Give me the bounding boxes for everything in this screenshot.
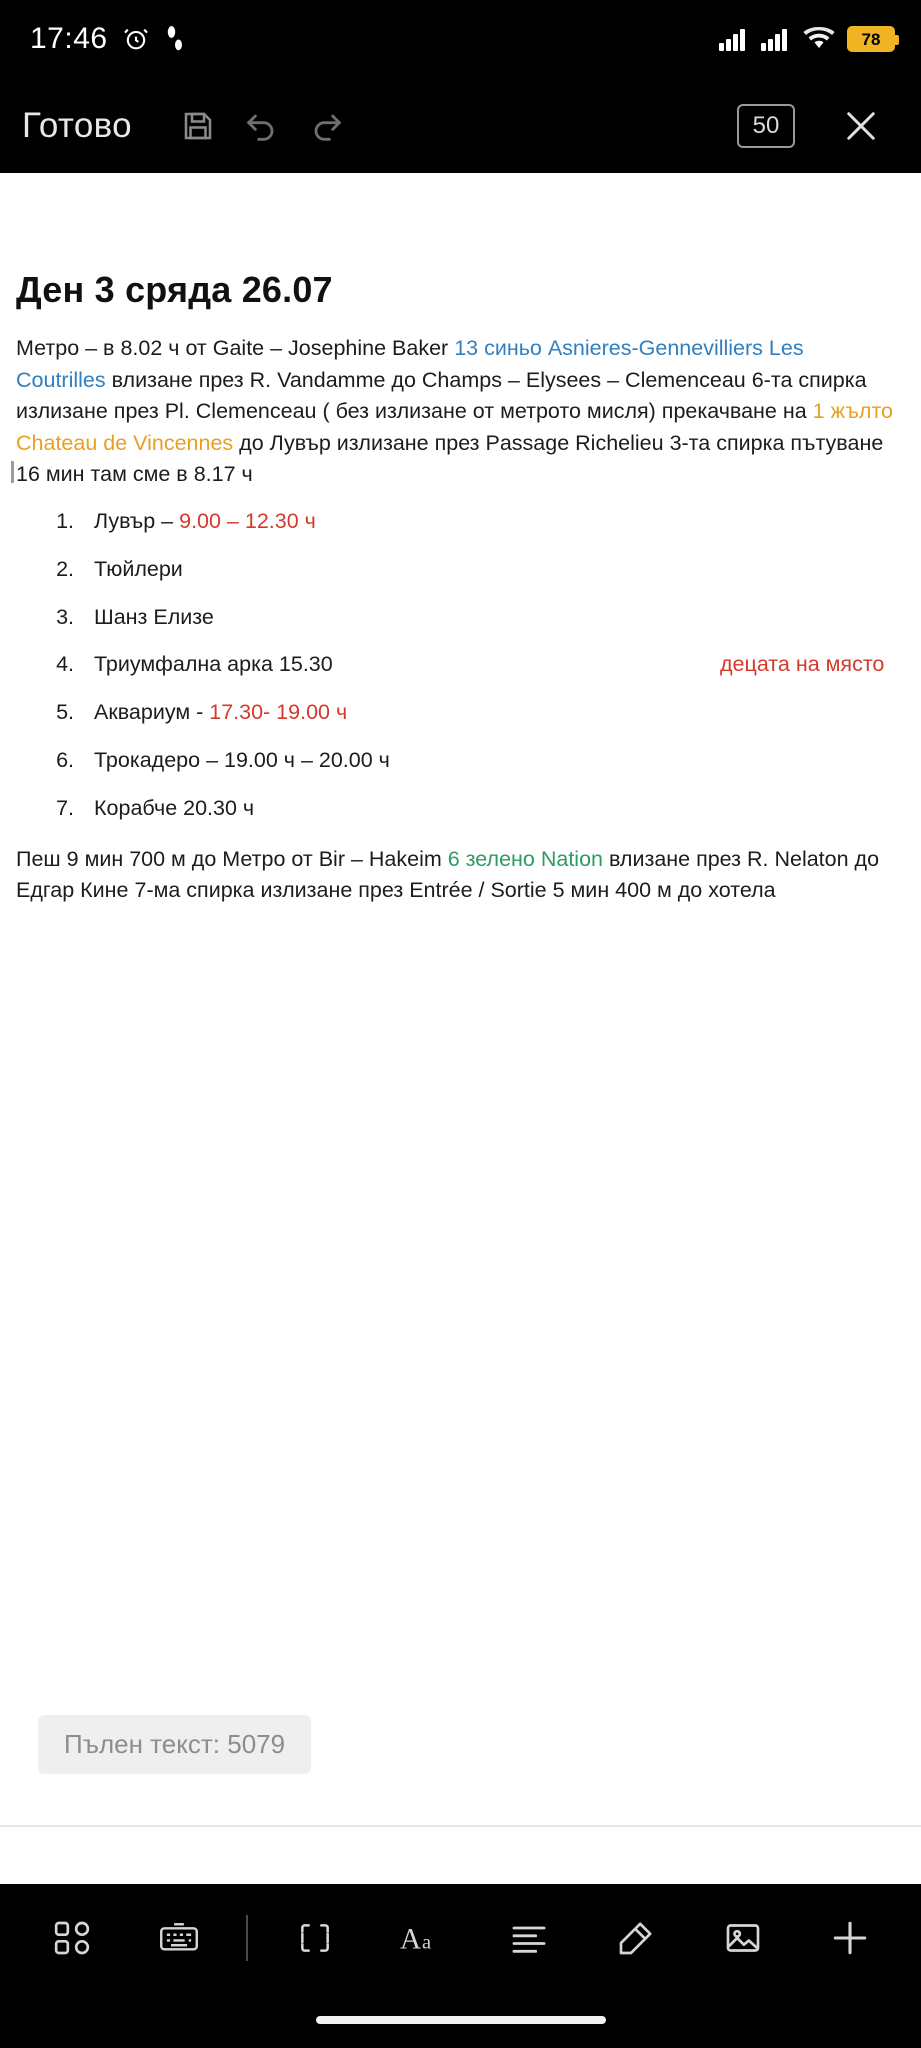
signal-icon (719, 27, 749, 51)
document-bottom-divider (0, 1825, 921, 1827)
list-item-note: децата на място (720, 652, 885, 677)
paragraph-metro-route (16, 333, 899, 491)
keyboard-icon[interactable] (139, 1898, 219, 1978)
home-indicator[interactable] (316, 2016, 606, 2024)
status-bar (0, 0, 921, 78)
para1-seg-2: влизане през R. Vandamme до Champs – Elysees – Clemenceau 6-та спирка излизане през Pl. Clemenceau ( без излизане от метрото мисля) прекачване на (16, 367, 867, 424)
status-bar-left (30, 22, 186, 56)
page-frame-icon[interactable] (275, 1898, 355, 1978)
image-icon[interactable] (703, 1898, 783, 1978)
list-item-label: Трокадеро – 19.00 ч – 20.00 ч (94, 747, 390, 772)
list-item (80, 605, 899, 631)
highlighter-icon[interactable] (596, 1898, 676, 1978)
redo-icon[interactable] (294, 94, 358, 158)
list-item (80, 509, 899, 535)
svg-text:a: a (421, 1931, 431, 1954)
status-time: 17:46 (30, 22, 108, 55)
blocks-icon[interactable] (32, 1898, 112, 1978)
para1-seg-0: Метро – в 8.02 ч от Gaite – Josephine Baker (16, 336, 455, 360)
align-lines-icon[interactable] (489, 1898, 569, 1978)
para1-seg-3: 1 жълто Chateau de Vincennes (16, 399, 894, 455)
plus-icon[interactable] (810, 1898, 890, 1978)
list-item (80, 748, 899, 774)
full-text-badge[interactable]: Пълен текст: 5079 (38, 1715, 311, 1774)
list-item-label: Корабче 20.30 ч (94, 795, 255, 820)
list-item-value: 17.30- 19.00 ч (209, 700, 348, 725)
list-item-label: Тюйлери (94, 556, 183, 581)
character-count-badge[interactable]: 50 (737, 104, 795, 148)
document-content[interactable] (0, 173, 921, 907)
list-item-label: Лувър – (94, 508, 180, 533)
signal-icon (761, 27, 791, 51)
list-item (80, 700, 899, 726)
list-item-label: Шанз Елизе (94, 604, 214, 629)
list-item-label: Триумфална арка 15.30 (94, 652, 333, 677)
close-icon[interactable] (829, 94, 893, 158)
alarm-icon (122, 25, 150, 53)
status-bar-right (719, 26, 895, 52)
itinerary-list (14, 509, 899, 822)
system-navigation-bar (0, 1992, 921, 2048)
para1-seg-4: до Лувър излизане през Passage Richelieu 3-та спирка пътуване 16 мин там сме в 8.17 ч (16, 430, 884, 487)
list-item (80, 796, 899, 822)
bottom-toolbar (0, 1884, 921, 1992)
para2-seg-0: Пеш 9 мин 700 м до Метро от Bir – Hakeim (16, 846, 448, 871)
save-icon[interactable] (166, 94, 230, 158)
font-size-icon[interactable] (382, 1898, 462, 1978)
para1-seg-1: 13 синьо Asnieres-Gennevilliers Les Coutrilles (16, 336, 804, 392)
list-item (80, 652, 899, 678)
para2-seg-2: влизане през R. Nelaton до Едгар Кине 7-ма спирка излизане през Entrée / Sortie 5 мин 400 м до хотела (16, 846, 880, 903)
battery-indicator (847, 26, 895, 52)
editor-toolbar (0, 78, 921, 173)
undo-icon[interactable] (230, 94, 294, 158)
toolbar-divider (246, 1915, 248, 1961)
list-item (80, 557, 899, 583)
list-item-label: Аквариум - (94, 700, 210, 725)
page-title: Ден 3 сряда 26.07 (16, 269, 333, 310)
list-item-value: 9.00 – 12.30 ч (179, 508, 316, 533)
paragraph-return-route (16, 844, 899, 907)
document-editor-area[interactable] (0, 173, 921, 1884)
wifi-icon (803, 27, 835, 51)
selection-handle-top[interactable] (11, 461, 14, 483)
battery-percent: 78 (861, 29, 881, 49)
done-button[interactable]: Готово (22, 105, 132, 145)
foot-steps-icon (164, 25, 186, 53)
para2-seg-1: 6 зелено Nation (447, 846, 603, 871)
svg-text:A: A (399, 1923, 421, 1956)
